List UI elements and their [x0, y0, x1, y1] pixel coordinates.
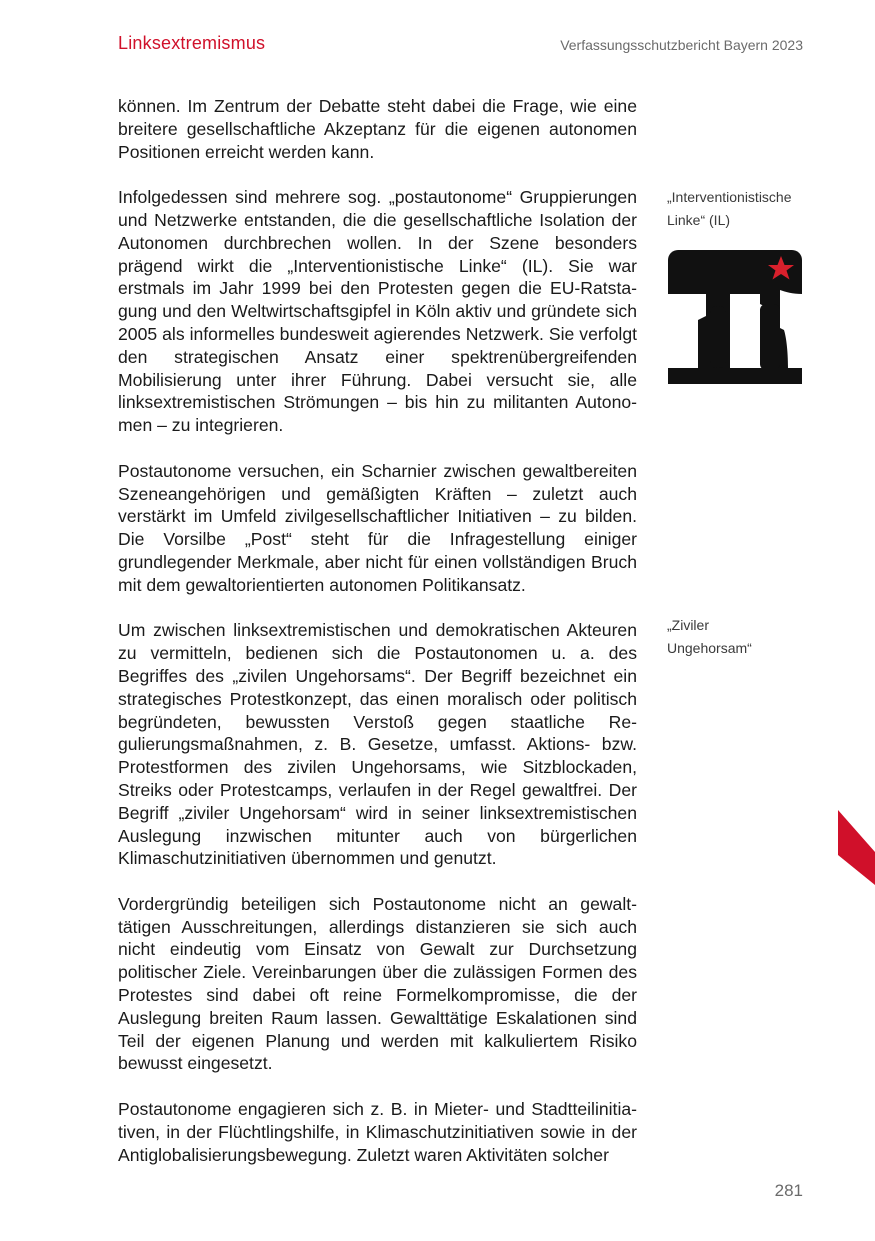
report-title: Verfassungsschutzbericht Bayern 2023 [560, 37, 803, 53]
paragraph: können. Im Zentrum der Debatte steht dabei die Frage, wie eine breitere gesellschaftliche Akzeptanz für die eigenen autonomen Positionen erreicht werden kann. [118, 96, 637, 162]
margin-note-ungehorsam [667, 614, 817, 660]
page-number: 281 [774, 1181, 803, 1200]
margin-note-line: Linke“ (IL) [667, 212, 731, 228]
paragraph: Postautonome versuchen, ein Scharnier zwischen gewaltbereiten Szeneangehörigen und gemäßigten Kräften – zuletzt auch verstärkt im Umfeld zivilgesellschaftlicher Initiativen – zu bilden. Die Vorsilbe „Post“ steht für die Infragestellung einiger grundlegender Merkmale, aber nicht für einen vollständigen Bruch mit dem gewaltorientierten autonomen Politikansatz. [118, 460, 637, 595]
margin-note-line: „Interventionistische [667, 189, 792, 205]
margin-note-line: Ungehorsam“ [667, 640, 752, 656]
paragraph: Um zwischen linksextremistischen und demokratischen Akteuren zu vermitteln, bedienen sich die Postautonomen u. a. des Begriffes des „zivilen Ungehorsams“. Der Begriff bezeichnet ein strategisches Protestkonzept, das einen moralisch oder politisch begründeten, bewussten Verstoß gegen staatliche Regulierungsmaßnahmen, z. B. Gesetze, umfasst. Aktions- bzw. Protestformen des zivilen Ungehorsams, wie Sitzblockaden, Streiks oder Protestcamps, verlaufen in der Regel gewaltfrei. Der Begriff „ziviler Ungehorsam“ wird in seiner linksextremistischen Auslegung inzwischen mitunter auch von bürgerlichen Klimaschutzinitiativen übernommen und genutzt. [118, 620, 637, 869]
main-text [118, 95, 637, 1166]
chapter-title: Linksextremismus [118, 33, 266, 53]
margin-note-il [667, 186, 817, 232]
logo-foot [668, 368, 698, 378]
logo-right-stem [760, 304, 780, 370]
paragraph: Vordergründig beteiligen sich Postautonome nicht an gewalttätigen Ausschreitungen, allerdings distanzieren sie sich auch nicht eindeutig vom Einsatz von Gewalt zur Durchsetzung politischer Ziele. Vereinbarungen über die zulässigen Formen des Protestes sind dabei oft reine Formelkompromisse, die der Auslegung breiten Raum lassen. Gewalttätige Eskalationen sind Teil der eigenen Planung und werden mit kalkuliertem Risiko bewusst eingesetzt. [118, 893, 637, 1074]
chapter-edge-tab [838, 810, 875, 885]
margin-note-line: „Ziviler [667, 617, 709, 633]
edge-tab-shape [838, 810, 875, 885]
paragraph: Infolgedessen sind mehrere sog. „postautonome“ Gruppierungen und Netzwerke entstanden, die die gesellschaftliche Isolation der Autonomen durchbrechen wollen. In der Szene besonders prägend wirkt die „Interventionistische Linke“ (IL). Sie war erstmals im Jahr 1999 bei den Protesten gegen die EU-Ratstagung und den Weltwirtschaftsgipfel in Köln aktiv und gründete sich 2005 als informelles bundesweit agierendes Netzwerk. Sie verfolgt den strategischen Ansatz einer spektrenübergreifenden Mobilisierung unter ihrer Führung. Dabei versucht sie, alle linksextremistischen Strömungen – bis hin zu militanten Autonomen – zu integrieren. [118, 187, 637, 436]
il-logo [668, 250, 802, 384]
paragraph: Postautonome engagieren sich z. B. in Mieter- und Stadtteilinitiativen, in der Flüchtlingshilfe, in Klimaschutzinitiativen sowie in der Antiglobalisierungsbewegung. Zuletzt waren Aktivitäten solcher [118, 1099, 637, 1165]
logo-stem [710, 306, 726, 368]
